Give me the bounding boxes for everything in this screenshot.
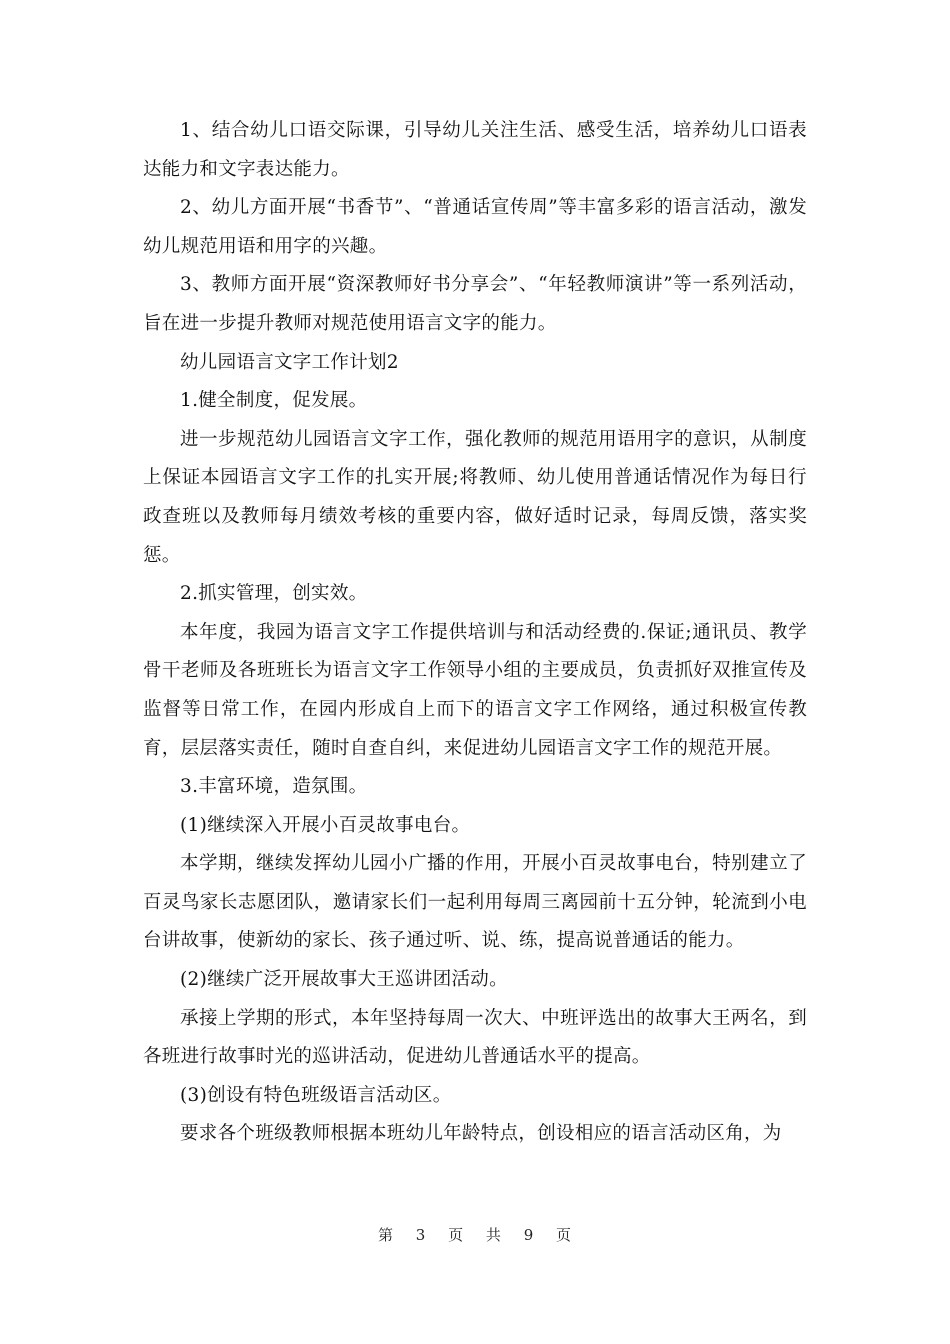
page-footer — [0, 1225, 950, 1245]
paragraph-6: 本学期，继续发挥幼儿园小广播的作用，开展小百灵故事电台，特别建立了百灵鸟家长志愿团队，邀请家长们一起利用每周三离园前十五分钟，轮流到小电台讲故事，使新幼的家长、孩子通过听、说、练，提高说普通话的能力。 — [143, 853, 807, 952]
paragraph-7: 承接上学期的形式，本年坚持每周一次大、中班评选出的故事大王两名，到各班进行故事时光的巡讲活动，促进幼儿普通话水平的提高。 — [143, 1007, 807, 1068]
paragraph-2: 2、幼儿方面开展“书香节”、“普通话宣传周”等丰富多彩的语言活动，激发幼儿规范用语和用字的兴趣。 — [143, 197, 807, 257]
subitem-1: (1)继续深入开展小百灵故事电台。 — [180, 814, 471, 836]
paragraph-5: 本年度，我园为语言文字工作提供培训与和活动经费的.保证;通讯员、教学骨干老师及各班班长为语言文字工作领导小组的主要成员，负责抓好双推宣传及监督等日常工作，在园内形成自上而下的语言文字工作网络，通过积极宣传教育，层层落实责任，随时自查自纠，来促进幼儿园语言文字工作的规范开展。 — [143, 621, 807, 759]
footer-label-total: 共 — [485, 1226, 502, 1244]
subitem-2: (2)继续广泛开展故事大王巡讲团活动。 — [180, 969, 508, 991]
subheading-3: 3.丰富环境，造氛围。 — [180, 776, 368, 798]
paragraph-3: 3、教师方面开展“资深教师好书分享会”、“年轻教师演讲”等一系列活动，旨在进一步提升教师对规范使用语言文字的能力。 — [143, 274, 807, 334]
subheading-2: 2.抓实管理，创实效。 — [180, 583, 368, 605]
paragraph-8: 要求各个班级教师根据本班幼儿年龄特点，创设相应的语言活动区角，为 — [180, 1123, 782, 1145]
subheading-1: 1.健全制度，促发展。 — [180, 390, 368, 412]
footer-label-page-2: 页 — [448, 1226, 465, 1244]
document-body — [143, 112, 807, 1154]
paragraph-4: 进一步规范幼儿园语言文字工作，强化教师的规范用语用字的意识，从制度上保证本园语言文字工作的扎实开展;将教师、幼儿使用普通话情况作为每日行政查班以及教师每月绩效考核的重要内容，做好适时记录，每周反馈，落实奖惩。 — [143, 428, 807, 566]
footer-label-page-3: 页 — [556, 1226, 573, 1244]
footer-total-pages: 9 — [523, 1226, 535, 1244]
subitem-3: (3)创设有特色班级语言活动区。 — [180, 1084, 452, 1106]
footer-current-page: 3 — [415, 1226, 427, 1244]
footer-label-page: 第 — [377, 1226, 394, 1244]
section-heading: 幼儿园语言文字工作计划2 — [180, 351, 399, 373]
paragraph-1: 1、结合幼儿口语交际课，引导幼儿关注生活、感受生活，培养幼儿口语表达能力和文字表达能力。 — [143, 120, 807, 180]
